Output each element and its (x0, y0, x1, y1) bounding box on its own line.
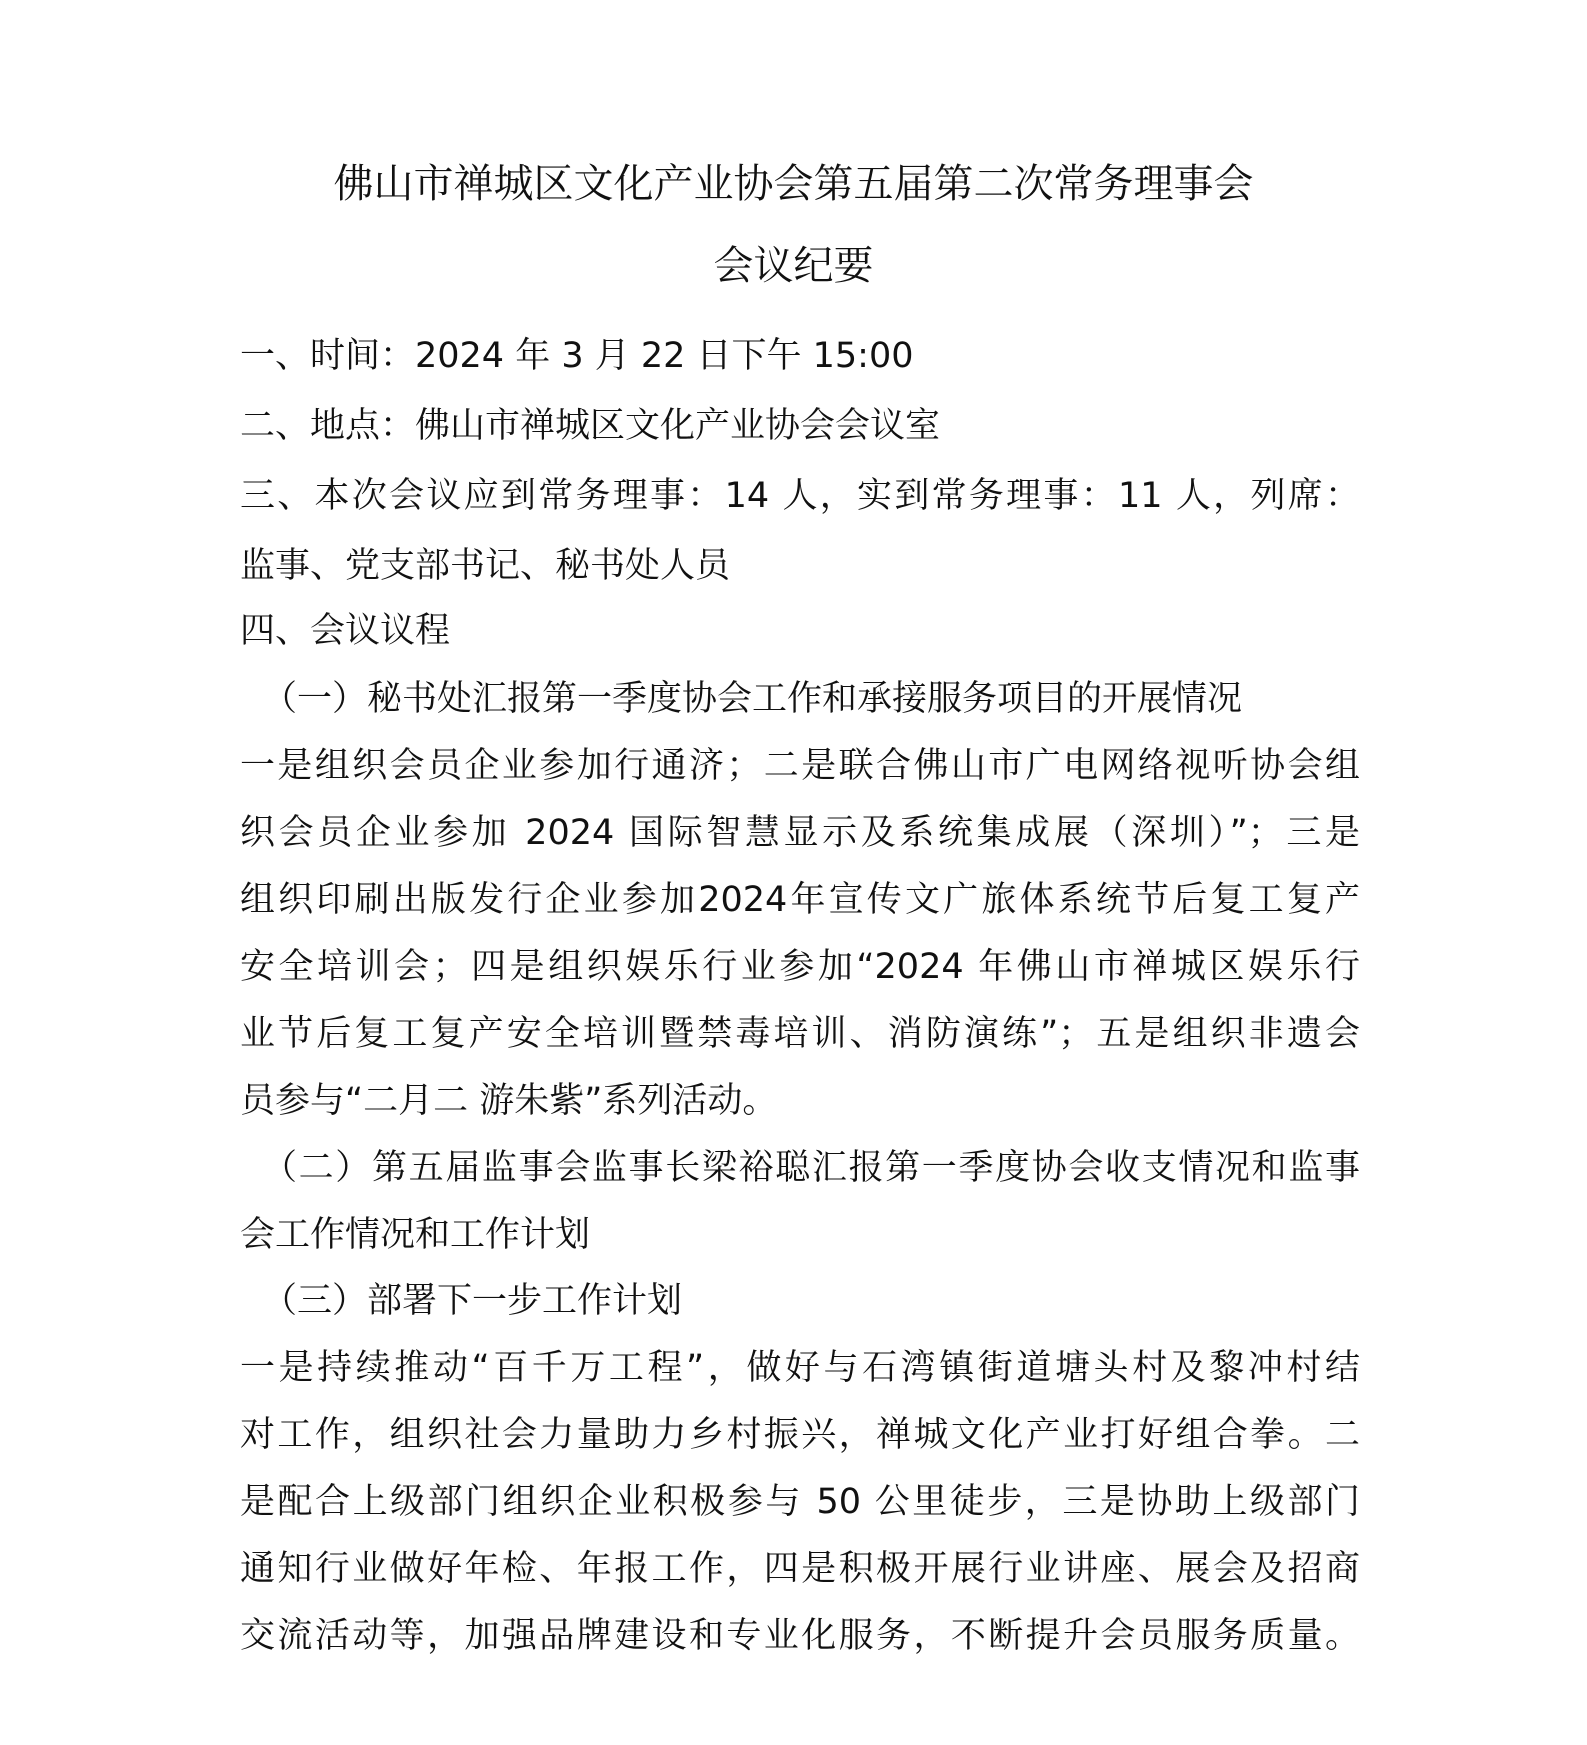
agenda-2-heading-line-1: （二）第五届监事会监事长梁裕聪汇报第一季度协会收支情况和监事 (262, 1148, 1360, 1188)
document-title-line-1: 佛山市禅城区文化产业协会第五届第二次常务理事会 (333, 161, 1254, 207)
agenda-1-paragraph-line-6: 员参与“二月二 游朱紫”系列活动。 (240, 1081, 778, 1121)
agenda-3-paragraph-line-4: 通知行业做好年检、年报工作，四是积极开展行业讲座、展会及招商 (240, 1549, 1360, 1589)
agenda-1-paragraph-line-3: 组织印刷出版发行企业参加2024年宣传文广旅体系统节后复工复产 (240, 880, 1360, 920)
item-attendance-line-1: 三、本次会议应到常务理事：14 人，实到常务理事：11 人，列席： (240, 476, 1360, 516)
agenda-1-paragraph-line-1: 一是组织会员企业参加行通济；二是联合佛山市广电网络视听协会组 (240, 746, 1360, 786)
agenda-3-heading: （三）部署下一步工作计划 (262, 1281, 683, 1321)
agenda-1-paragraph-line-5: 业节后复工复产安全培训暨禁毒培训、消防演练”；五是组织非遗会 (240, 1014, 1360, 1054)
agenda-3-paragraph-line-1: 一是持续推动“百千万工程”，做好与石湾镇街道塘头村及黎冲村结 (240, 1348, 1360, 1388)
item-time: 一、时间：2024 年 3 月 22 日下午 15:00 (240, 336, 914, 376)
agenda-3-paragraph-line-2: 对工作，组织社会力量助力乡村振兴，禅城文化产业打好组合拳。二 (240, 1415, 1360, 1455)
agenda-3-paragraph-line-3: 是配合上级部门组织企业积极参与 50 公里徒步，三是协助上级部门 (240, 1482, 1360, 1522)
agenda-3-paragraph-line-5: 交流活动等，加强品牌建设和专业化服务，不断提升会员服务质量。 (240, 1616, 1360, 1656)
agenda-2-heading-line-2: 会工作情况和工作计划 (240, 1215, 591, 1255)
item-location: 二、地点：佛山市禅城区文化产业协会会议室 (240, 406, 941, 446)
agenda-1-paragraph-line-4: 安全培训会；四是组织娱乐行业参加“2024 年佛山市禅城区娱乐行 (240, 947, 1360, 987)
item-attendance-line-2: 监事、党支部书记、秘书处人员 (240, 546, 731, 586)
document-title-line-2: 会议纪要 (713, 243, 874, 289)
item-agenda-heading: 四、会议议程 (240, 611, 451, 651)
agenda-1-heading: （一）秘书处汇报第一季度协会工作和承接服务项目的开展情况 (262, 679, 1243, 719)
agenda-1-paragraph-line-2: 织会员企业参加 2024 国际智慧显示及系统集成展（深圳）”；三是 (240, 813, 1360, 853)
